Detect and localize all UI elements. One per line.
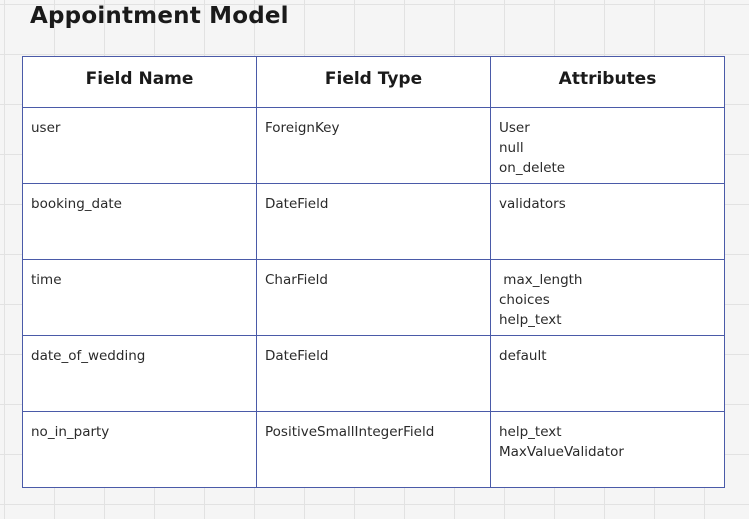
field-name-cell: date_of_wedding bbox=[23, 336, 257, 412]
table-row bbox=[23, 336, 725, 412]
field-type-cell: DateField bbox=[257, 336, 491, 412]
attribute-item: max_length bbox=[499, 272, 583, 288]
table-row bbox=[23, 108, 725, 184]
attribute-item: choices bbox=[499, 292, 550, 308]
attributes-cell bbox=[491, 108, 725, 184]
field-type-cell: CharField bbox=[257, 260, 491, 336]
attribute-item: help_text bbox=[499, 424, 562, 440]
attribute-item: validators bbox=[499, 196, 566, 212]
table-row bbox=[23, 412, 725, 488]
attributes-cell bbox=[491, 412, 725, 488]
table-row bbox=[23, 184, 725, 260]
attributes-cell bbox=[491, 184, 725, 260]
attribute-item: help_text bbox=[499, 312, 562, 328]
field-name-cell: user bbox=[23, 108, 257, 184]
table-header-row bbox=[23, 57, 725, 108]
field-type-cell: PositiveSmallIntegerField bbox=[257, 412, 491, 488]
field-name-cell: no_in_party bbox=[23, 412, 257, 488]
attributes-cell bbox=[491, 260, 725, 336]
header-field-type: Field Type bbox=[257, 57, 491, 108]
field-type-cell: ForeignKey bbox=[257, 108, 491, 184]
attribute-item: default bbox=[499, 348, 547, 364]
attribute-item: on_delete bbox=[499, 160, 566, 176]
attribute-item: User bbox=[499, 120, 530, 136]
attribute-item: MaxValueValidator bbox=[499, 444, 624, 460]
page-title: Appointment Model bbox=[30, 3, 289, 29]
table-row bbox=[23, 260, 725, 336]
header-attributes: Attributes bbox=[491, 57, 725, 108]
attribute-item: null bbox=[499, 140, 524, 156]
model-table bbox=[22, 56, 725, 488]
header-field-name: Field Name bbox=[23, 57, 257, 108]
field-name-cell: booking_date bbox=[23, 184, 257, 260]
field-name-cell: time bbox=[23, 260, 257, 336]
attributes-cell bbox=[491, 336, 725, 412]
field-type-cell: DateField bbox=[257, 184, 491, 260]
